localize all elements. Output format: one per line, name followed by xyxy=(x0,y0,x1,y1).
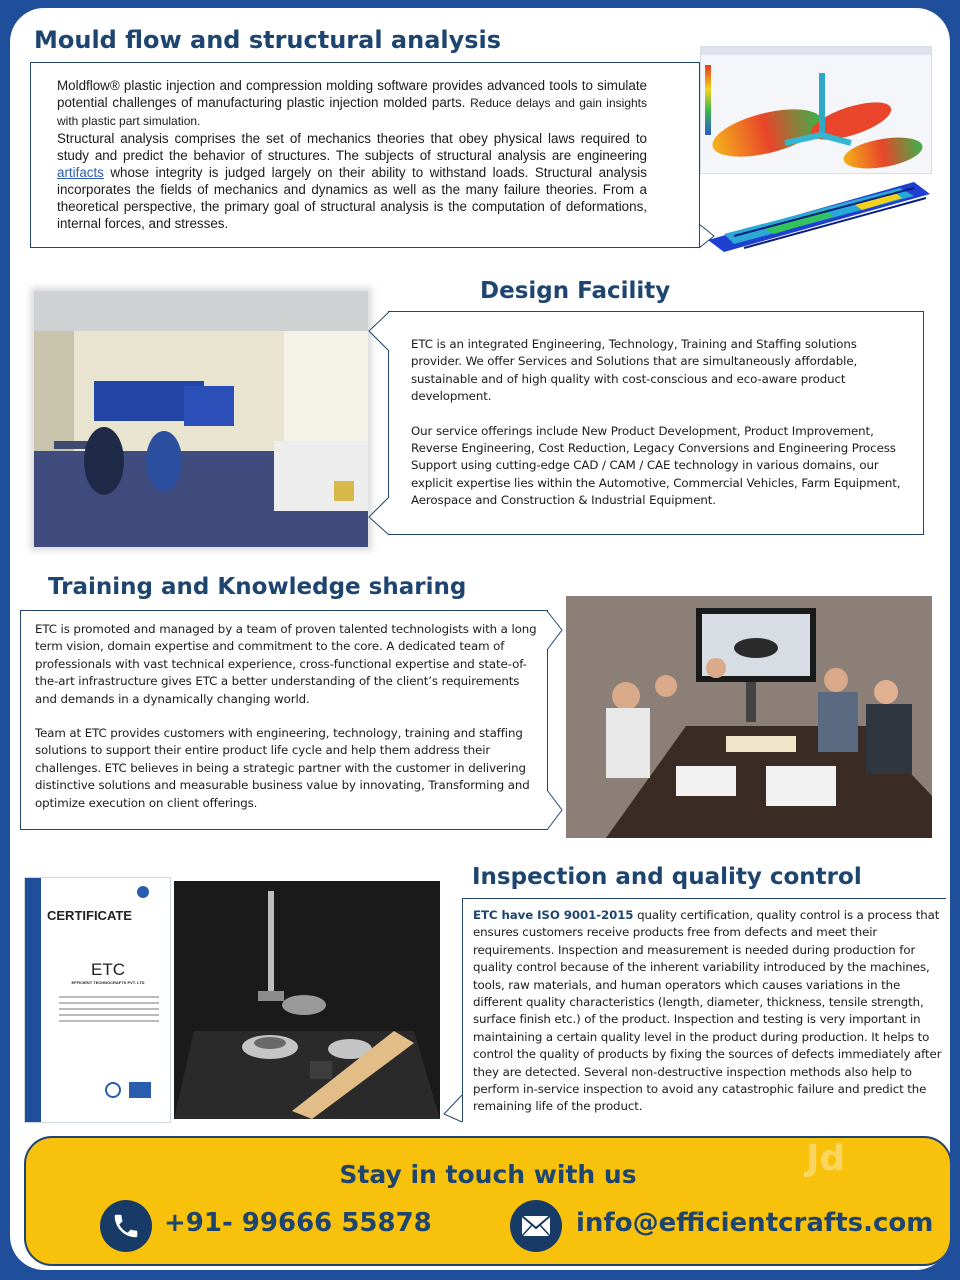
design-text-box xyxy=(388,311,924,535)
chassis-fea-image xyxy=(704,176,940,256)
email-address[interactable]: info@efficientcrafts.com xyxy=(576,1208,934,1238)
footer-title: Stay in touch with us xyxy=(339,1160,637,1189)
inspection-box-pointer xyxy=(442,1094,464,1124)
envelope-icon[interactable] xyxy=(510,1200,562,1252)
contact-footer xyxy=(24,1136,950,1266)
phone-icon[interactable] xyxy=(100,1200,152,1252)
inspection-paragraph: ETC have ISO 9001-2015 quality certification, quality control is a process that ensures customers receive products free from defects and meet their requirements. Inspection and measurement is needed during production for quality control because of the inherent variability introduced by the machines, tools, raw materials, and human operators which causes variations in the different quality characteristics (length, diameter, thickness, tensile strength, surface finish etc.) of the product. Inspection and testing is very important in maintaining a certain quality level in the product during production. It helps to control the quality of products by fixing the sources of defects immediately after they are detected. Several non-destructive inspection methods also help to perform in-service inspection to avoid any catastrophic failure and predict the remaining life of the product. xyxy=(473,908,942,1114)
certificate-company: EFFICIENT TECHNOCRAFTS PVT. LTD xyxy=(71,980,145,985)
mould-paragraph-2: Structural analysis comprises the set of mechanics theories that obey physical laws required to study and predict the behavior of structures. The subjects of structural analysis are engineering artifacts whose integrity is judged largely on their ability to withstand loads. Structural analysis incorporates the fields of mechanics and dynamics as well as the many failure theories. From a theoretical perspective, the primary goal of structural analysis is the computation of deformations, internal forces, and stresses. xyxy=(57,131,647,231)
iso-lead: ETC have ISO 9001-2015 xyxy=(473,908,634,922)
training-paragraph-2: Team at ETC provides customers with engineering, technology, training and staffing solutions to support their entire product life cycle and help them address their challenges. ETC believes in being a strategic partner with the customer in delivering distinctive solutions and measurable business value by innovating, Transforming and optimize execution on client offerings. xyxy=(35,726,530,810)
design-paragraph-2: Our service offerings include New Product Development, Product Improvement, Reverse Engineering, Cost Reduction, Legacy Conversions and Engineering Process Support using cutting-edge CAD / CAM / CAE technology in various domains, our explicit expertise lies within the Automotive, Commercial Vehicles, Farm Equipment, Aerospace and Construction & Industrial Equipment. xyxy=(411,423,901,508)
office-photo xyxy=(34,291,368,547)
training-paragraph-1: ETC is promoted and managed by a team of proven talented technologists with a long term vision, domain expertise and commitment to the core. A dedicated team of professionals with vast technical experience, cross-functional expertise and state-of-the-art infrastructure gives ETC a better understanding of the client’s requirements and demands in a dynamically changing world. xyxy=(35,622,537,706)
inspection-photo xyxy=(174,881,440,1119)
mould-paragraph-1: Moldflow® plastic injection and compression molding software provides advanced tools to simulate potential challenges of manufacturing plastic injection molded parts. Reduce delays and gain insights with plastic part simulation. xyxy=(57,78,647,128)
training-text-box xyxy=(20,610,548,830)
certificate-logo: ETC xyxy=(91,960,125,979)
design-box-pointer xyxy=(365,311,391,537)
iso-certificate-image xyxy=(24,877,171,1123)
training-title: Training and Knowledge sharing xyxy=(48,574,467,600)
certificate-heading: CERTIFICATE xyxy=(47,908,132,923)
page-frame xyxy=(10,8,950,1270)
inspection-title: Inspection and quality control xyxy=(472,864,862,890)
mould-title: Mould flow and structural analysis xyxy=(34,26,502,54)
watermark: Jd xyxy=(806,1138,846,1179)
inspection-text-box xyxy=(462,898,946,1122)
design-paragraph-1: ETC is an integrated Engineering, Technology, Training and Staffing solutions provider. We offer Services and Solutions that are simultaneously affordable, sustainable and of high quality with cost-conscious and eco-aware product development. xyxy=(411,337,858,404)
artifacts-link[interactable]: artifacts xyxy=(57,165,104,180)
phone-number[interactable]: +91- 99666 55878 xyxy=(164,1208,432,1238)
training-meeting-photo xyxy=(566,596,932,838)
moldflow-simulation-image xyxy=(700,46,932,174)
design-title: Design Facility xyxy=(480,278,671,304)
mould-text-box xyxy=(30,62,700,248)
training-box-pointer xyxy=(546,610,566,832)
